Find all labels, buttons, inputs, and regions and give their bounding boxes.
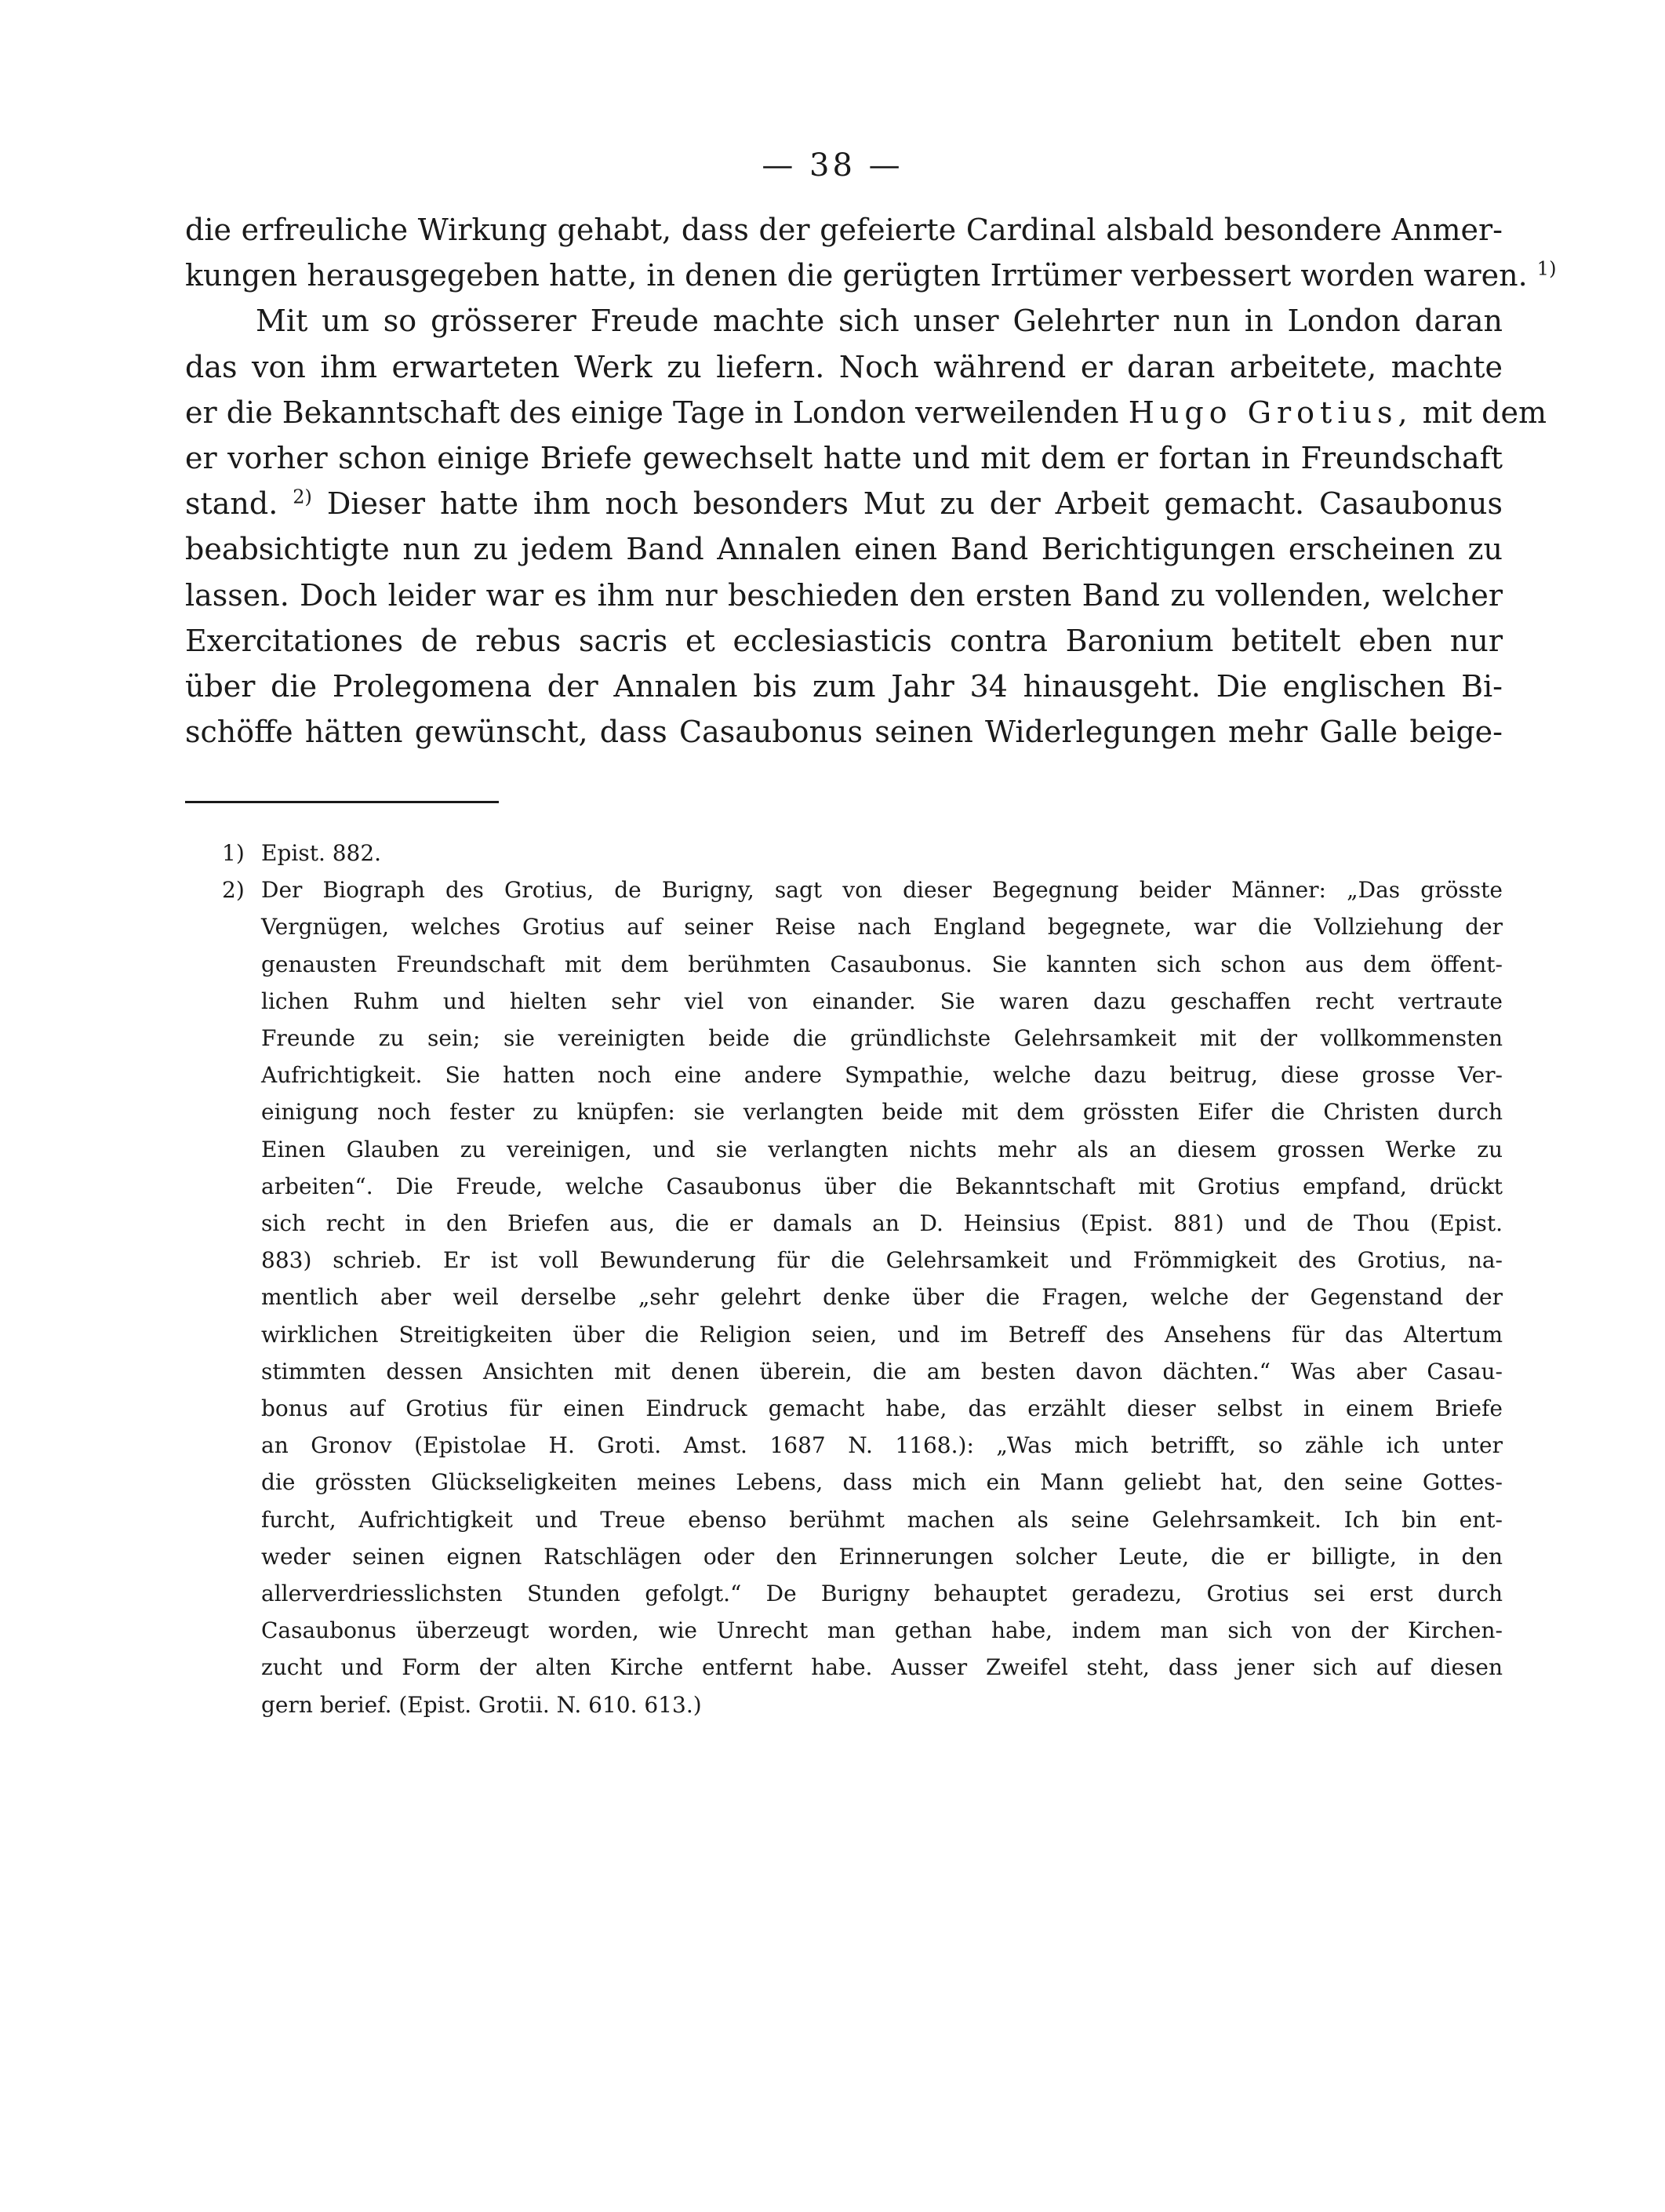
- footnote-2-line: Casaubonus überzeugt worden, wie Unrecht man gethan habe, indem man sich von der Kirchen-: [261, 1617, 1503, 1644]
- footnote-ref-2: 2): [293, 486, 312, 508]
- footnote-2-line: lichen Ruhm und hielten sehr viel von einander. Sie waren dazu geschaffen recht vertraute: [261, 988, 1503, 1014]
- text-line: über die Prolegomena der Annalen bis zum Jahr 34 hinausgeht. Die englischen Bi-: [185, 669, 1503, 704]
- footnote-2-line: furcht, Aufrichtigkeit und Treue ebenso berühmt machen als seine Gelehrsamkeit. Ich bin ent-: [261, 1506, 1503, 1533]
- text-line: Mit um so grösserer Freude machte sich unser Gelehrter nun in London daran: [256, 304, 1503, 339]
- footnote-2-line: an Gronov (Epistolae H. Groti. Amst. 1687 N. 1168.): „Was mich betrifft, so zähle ich unter: [261, 1432, 1503, 1459]
- footnote-2-line: weder seinen eignen Ratschlägen oder den Erinnerungen solcher Leute, die er billigte, in den: [261, 1543, 1503, 1570]
- text-line: er vorher schon einige Briefe gewechselt hatte und mit dem er fortan in Freundschaft: [185, 441, 1503, 476]
- text-fragment: Dieser hatte ihm noch besonders Mut zu der Arbeit gemacht. Casaubonus: [326, 486, 1503, 522]
- text-line: [185, 253, 1557, 298]
- footnote-2-line: arbeiten“. Die Freude, welche Casaubonus über die Bekanntschaft mit Grotius empfand, drückt: [261, 1173, 1503, 1199]
- text-line: die erfreuliche Wirkung gehabt, dass der gefeierte Cardinal alsbald besondere Anmer-: [185, 213, 1503, 247]
- footnote-mark: 2): [222, 877, 245, 904]
- text-line: [185, 390, 1547, 435]
- text-line: das von ihm erwarteten Werk zu liefern. Noch während er daran arbeitete, machte: [185, 349, 1503, 384]
- footnote-2-line: genausten Freundschaft mit dem berühmten Casaubonus. Sie kannten sich schon aus dem öffent-: [261, 951, 1503, 977]
- footnote-2-line: sich recht in den Briefen aus, die er damals an D. Heinsius (Epist. 881) und de Thou (Epist.: [261, 1210, 1503, 1237]
- footnote-2-line: 883) schrieb. Er ist voll Bewunderung für die Gelehrsamkeit und Frömmigkeit des Grotius, na-: [261, 1247, 1503, 1274]
- text-fragment: mit dem: [1422, 395, 1547, 430]
- footnote-2-line: die grössten Glückseligkeiten meines Lebens, dass mich ein Mann geliebt hat, den seine Gottes-: [261, 1469, 1503, 1496]
- footnote-2-line: Einen Glauben zu vereinigen, und sie verlangten nichts mehr als an diesem grossen Werke zu: [261, 1136, 1503, 1162]
- footnote-2-line: Aufrichtigkeit. Sie hatten noch eine andere Sympathie, welche dazu beitrug, diese grosse Ver-: [261, 1062, 1503, 1089]
- footnote-ref-1: 1): [1536, 257, 1557, 280]
- text-line: beabsichtigte nun zu jedem Band Annalen einen Band Berichtigungen erscheinen zu: [185, 532, 1503, 567]
- footnote-divider: [185, 801, 499, 803]
- text-line: lassen. Doch leider war es ihm nur beschieden den ersten Band zu vollenden, welcher: [185, 577, 1503, 613]
- footnote-text: Epist. 882.: [261, 840, 382, 866]
- text-fragment: kungen herausgegeben hatte, in denen die gerügten Irrtümer verbessert worden waren.: [185, 258, 1528, 293]
- footnote-2-line: [222, 871, 1503, 908]
- footnote-2-line: einigung noch fester zu knüpfen: sie verlangten beide mit dem grössten Eifer die Christen durch: [261, 1099, 1503, 1126]
- footnote-2-line: stimmten dessen Ansichten mit denen überein, die am besten davon dächten.“ Was aber Casau-: [261, 1358, 1503, 1384]
- footnote-2-line: mentlich aber weil derselbe „sehr gelehrt denke über die Fragen, welche der Gegenstand der: [261, 1284, 1503, 1311]
- text-line: schöffe hätten gewünscht, dass Casaubonus seinen Widerlegungen mehr Galle beige-: [185, 715, 1503, 750]
- footnote-2-line: zucht und Form der alten Kirche entfernt habe. Ausser Zweifel steht, dass jener sich auf diesen: [261, 1654, 1503, 1681]
- footnote-2-line: wirklichen Streitigkeiten über die Religion seien, und im Betreff des Ansehens für das Altertum: [261, 1321, 1503, 1348]
- footnote-1: [222, 835, 1503, 871]
- main-text: [185, 207, 1557, 755]
- page-number: — 38 —: [762, 147, 903, 184]
- footnote-2-line: gern berief. (Epist. Grotii. N. 610. 613.): [261, 1691, 702, 1718]
- text-fragment: er die Bekanntschaft des einige Tage in London verweilenden: [185, 395, 1119, 430]
- footnote-2-line: bonus auf Grotius für einen Eindruck gemacht habe, das erzählt dieser selbst in einem Briefe: [261, 1395, 1503, 1422]
- text-fragment: stand.: [185, 486, 278, 522]
- footnote-text: Der Biograph des Grotius, de Burigny, sagt von dieser Begegnung beider Männer: „Das grösste: [261, 877, 1503, 904]
- footnotes: [222, 835, 1503, 1723]
- footnote-2-line: Vergnügen, welches Grotius auf seiner Reise nach England begegnete, war die Vollziehung der: [261, 914, 1503, 940]
- text-line: Exercitationes de rebus sacris et ecclesiasticis contra Baronium betitelt eben nur: [185, 623, 1503, 658]
- text-line: [185, 481, 1503, 526]
- footnote-2-line: Freunde zu sein; sie vereinigten beide die gründlichste Gelehrsamkeit mit der vollkommensten: [261, 1025, 1503, 1052]
- footnote-2-line: allerverdriesslichsten Stunden gefolgt.“ De Burigny behauptet geradezu, Grotius sei erst durch: [261, 1581, 1503, 1607]
- footnote-mark: 1): [222, 840, 245, 866]
- spaced-name: Hugo Grotius,: [1128, 395, 1413, 430]
